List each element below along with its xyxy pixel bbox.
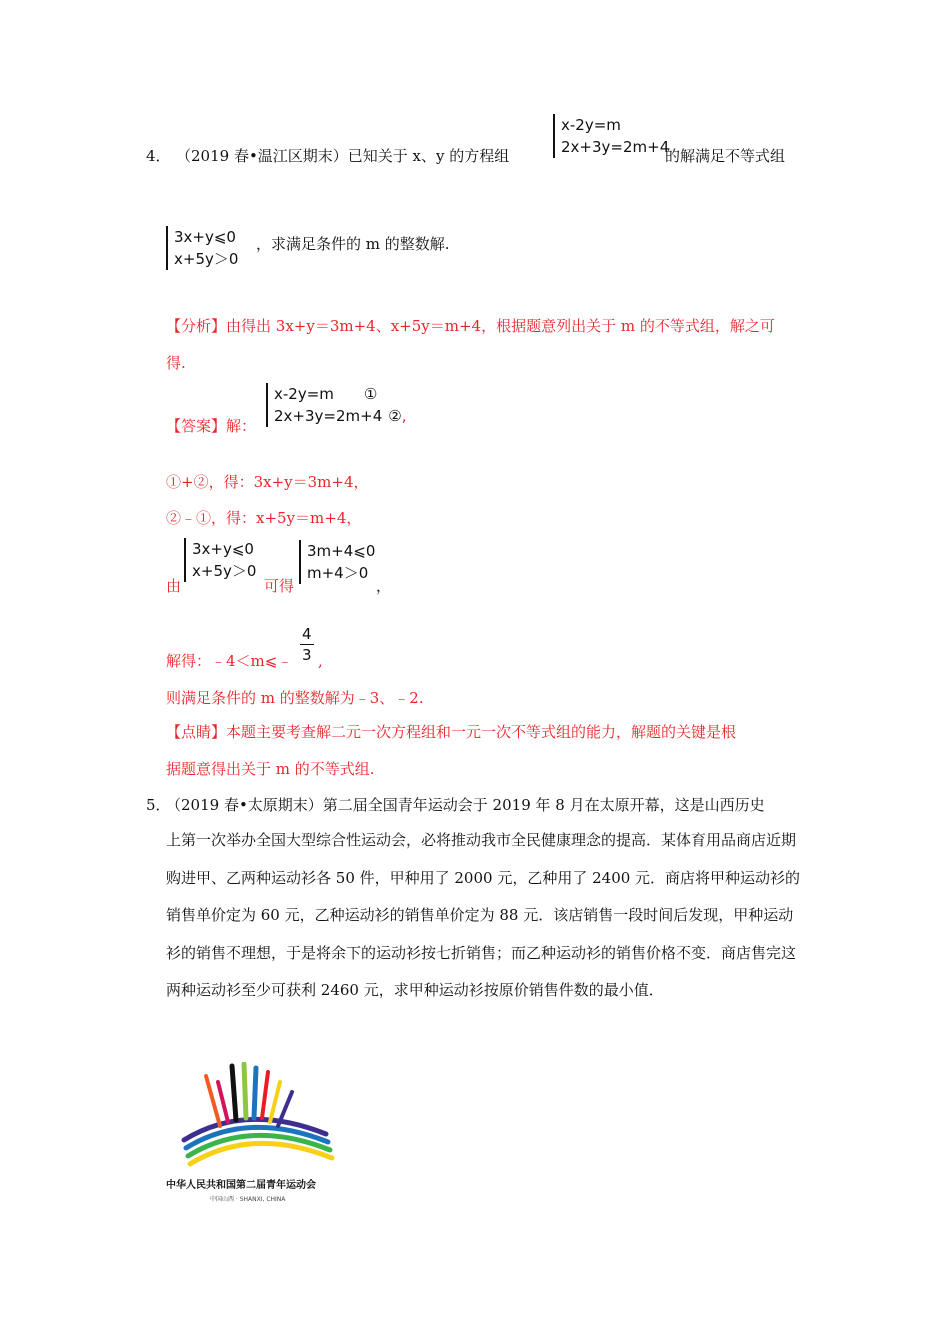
fraction-denominator: 3	[302, 646, 312, 664]
logo-subcaption: 中国山西 · SHANXI, CHINA	[210, 1196, 286, 1203]
answer-line	[166, 416, 256, 436]
equation-line: 2x+3y=2m+4	[561, 138, 670, 156]
answer-you-label: 由	[166, 577, 182, 595]
analysis-line-1	[166, 316, 775, 336]
answer-solve-line: 解得：﹣4＜m⩽﹣	[166, 652, 293, 670]
equation-line: x-2y=m	[561, 116, 621, 134]
answer-prefix: 解：	[226, 417, 257, 435]
question-4-number: 4．	[146, 147, 171, 165]
fraction-numerator: 4	[302, 625, 312, 643]
inequality-line: 3x+y⩽0	[192, 540, 254, 558]
question-4-source: （2019 春•温江区期末）已知关于 x、y 的方程组	[176, 147, 510, 165]
inequality-line: x+5y＞0	[174, 250, 239, 268]
comment-line-1	[166, 722, 736, 742]
answer-step-1: ①+②，得：3x+y＝3m+4，	[166, 473, 369, 491]
analysis-label: 【分析】	[166, 317, 227, 335]
equation-line: x-2y=m ①	[274, 385, 378, 403]
question-4-equation-system	[553, 114, 669, 158]
question-5-line-1: （2019 春•太原期末）第二届全国青年运动会于 2019 年 8 月在太原开幕，这是山西历史	[166, 796, 765, 814]
circled-one-mark: ①	[363, 385, 378, 403]
comment-line-2: 据题意得出关于 m 的不等式组.	[166, 760, 375, 778]
answer-solve-suffix: ,	[318, 652, 323, 670]
youth-games-logo	[176, 1062, 336, 1172]
answer-label: 【答案】	[166, 417, 227, 435]
answer-inequality-system-a	[184, 538, 256, 582]
question-4-text-after: 的解满足不等式组	[665, 147, 786, 165]
analysis-text: 由得出 3x+y＝3m+4、x+5y＝m+4，根据题意列出关于 m 的不等式组，解之可	[226, 317, 775, 335]
answer-comma: ，	[376, 577, 392, 595]
answer-equation-system	[266, 383, 406, 427]
answer-conclusion: 则满足条件的 m 的整数解为﹣3、﹣2.	[166, 689, 424, 707]
answer-inequality-system-b	[299, 540, 375, 584]
question-5-number: 5．	[146, 796, 171, 814]
question-4-inequality-system	[166, 226, 238, 270]
inequality-line: x+5y＞0	[192, 562, 257, 580]
comment-label: 【点睛】	[166, 723, 227, 741]
answer-step-2: ②﹣①，得：x+5y＝m+4，	[166, 509, 362, 527]
answer-kede-label: 可得	[264, 577, 295, 595]
inequality-line: 3x+y⩽0	[174, 228, 236, 246]
comment-text: 本题主要考查解二元一次方程组和一元一次不等式组的能力，解题的关键是根	[226, 723, 737, 741]
equation-line: 2x+3y=2m+4 ②,	[274, 407, 407, 425]
logo-caption: 中华人民共和国第二届青年运动会	[166, 1180, 316, 1191]
inequality-line: m+4＞0	[307, 564, 369, 582]
fraction-four-thirds	[300, 624, 314, 665]
question-5-body: 上第一次举办全国大型综合性运动会，必将推动我市全民健康理念的提高．某体育用品商店近期购进甲、乙两种运动衫各 50 件，甲种用了 2000 元，乙种用了 2400 元．商店将甲种运动衫的销售单价定为 60 元，乙种运动衫的销售单价定为 88 元．该店销售一段时间后发现，甲种运动衫的销售不理想，于是将余下的运动衫按七折销售；而乙种运动衫的销售价格不变．商店售完这两种运动衫至少可获利 2460 元，求甲种运动衫按原价销售件数的最小值．	[166, 831, 801, 999]
inequality-line: 3m+4⩽0	[307, 542, 376, 560]
circled-two-mark: ②	[388, 407, 402, 425]
analysis-line-2: 得.	[166, 354, 186, 372]
question-4-ask: ，求满足条件的 m 的整数解.	[256, 235, 450, 253]
youth-games-logo-graphic	[176, 1062, 336, 1172]
